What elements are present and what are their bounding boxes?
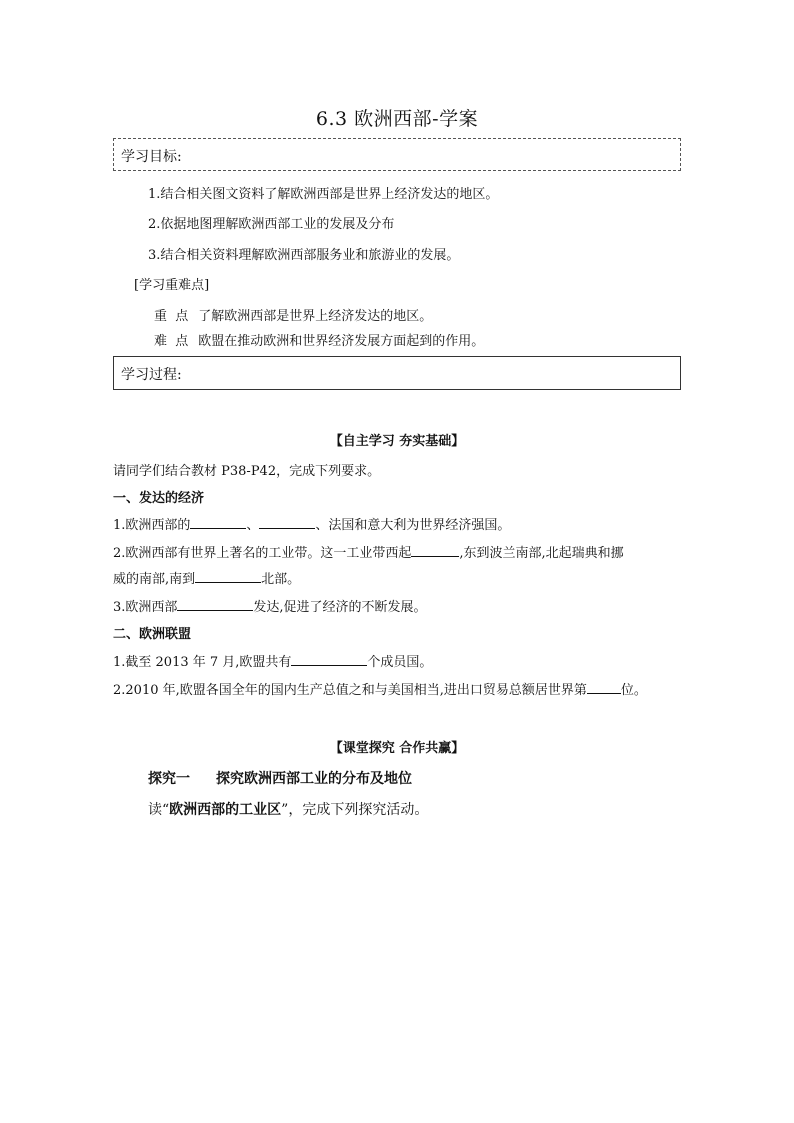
read-text-a: 读“	[148, 802, 170, 818]
question-4	[113, 651, 432, 670]
q2-text-b: ,东到波兰南部,北起瑞典和挪	[459, 546, 624, 561]
q3-text-b: 发达,促进了经济的不断发展。	[253, 600, 427, 615]
read-instruction	[148, 799, 428, 819]
q5-text-b: 位。	[620, 683, 647, 698]
process-box	[113, 356, 681, 390]
question-3	[113, 596, 427, 615]
key-point-row	[154, 305, 432, 324]
q1-text-b: 、	[246, 518, 260, 533]
q4-text-a: 1.截至 2013 年 7 月,欧盟共有	[113, 655, 292, 670]
q5-text-a: 2.2010 年,欧盟各国全年的国内生产总值之和与美国相当,进出口贸易总额居世界第	[113, 683, 587, 698]
q1-text-c: 、法国和意大利为世界经济强国。	[315, 518, 511, 533]
objectives-box	[113, 138, 681, 171]
objective-1: 1.结合相关图文资料了解欧洲西部是世界上经济发达的地区。	[148, 187, 499, 202]
question-2-line-2	[113, 568, 300, 587]
q1-text-a: 1.欧洲西部的	[113, 518, 191, 533]
classroom-heading: 【课堂探究 合作共赢】	[329, 741, 465, 756]
page-title: 6.3 欧洲西部-学案	[315, 108, 479, 130]
difficult-point-label: 难 点	[154, 334, 189, 349]
section-2-title: 二、欧洲联盟	[113, 627, 192, 642]
self-study-intro: 请同学们结合教材 P38-P42，完成下列要求。	[113, 464, 381, 479]
objective-2: 2.依据地图理解欧洲西部工业的发展及分布	[148, 217, 395, 232]
difficult-point-text: 欧盟在推动欧洲和世界经济发展方面起到的作用。	[198, 334, 485, 349]
question-2-line-1	[113, 542, 624, 561]
q4-text-b: 个成员国。	[367, 655, 433, 670]
question-1	[113, 514, 510, 533]
explore-1-label: 探究一	[148, 771, 190, 787]
key-points-label: [学习重难点]	[134, 278, 210, 293]
objectives-label: 学习目标:	[121, 149, 182, 165]
self-study-heading: 【自主学习 夯实基础】	[329, 434, 465, 449]
question-5	[113, 679, 647, 698]
q1-blank-1[interactable]	[190, 516, 246, 529]
q4-blank-1[interactable]	[291, 653, 367, 666]
q2-blank-1[interactable]	[411, 544, 459, 557]
q2-text-a: 2.欧洲西部有世界上著名的工业带。这一工业带西起	[113, 546, 412, 561]
section-1-title: 一、发达的经济	[113, 491, 205, 506]
explore-1-row	[148, 768, 412, 788]
q2-blank-2[interactable]	[195, 570, 261, 583]
q3-blank-1[interactable]	[177, 598, 253, 611]
q2-text-d: 北部。	[261, 572, 301, 587]
read-map-name: 欧洲西部的工业区	[169, 802, 282, 818]
q1-blank-2[interactable]	[259, 516, 315, 529]
q5-blank-1[interactable]	[587, 681, 621, 694]
process-label: 学习过程:	[121, 367, 182, 383]
q2-text-c: 威的南部,南到	[113, 572, 196, 587]
q3-text-a: 3.欧洲西部	[113, 600, 178, 615]
key-point-text: 了解欧洲西部是世界上经济发达的地区。	[198, 309, 433, 324]
objective-3: 3.结合相关资料理解欧洲西部服务业和旅游业的发展。	[148, 248, 460, 263]
read-text-c: ”，完成下列探究活动。	[281, 802, 429, 818]
difficult-point-row	[154, 330, 484, 349]
explore-1-title: 探究欧洲西部工业的分布及地位	[216, 771, 412, 787]
key-point-label: 重 点	[154, 309, 189, 324]
